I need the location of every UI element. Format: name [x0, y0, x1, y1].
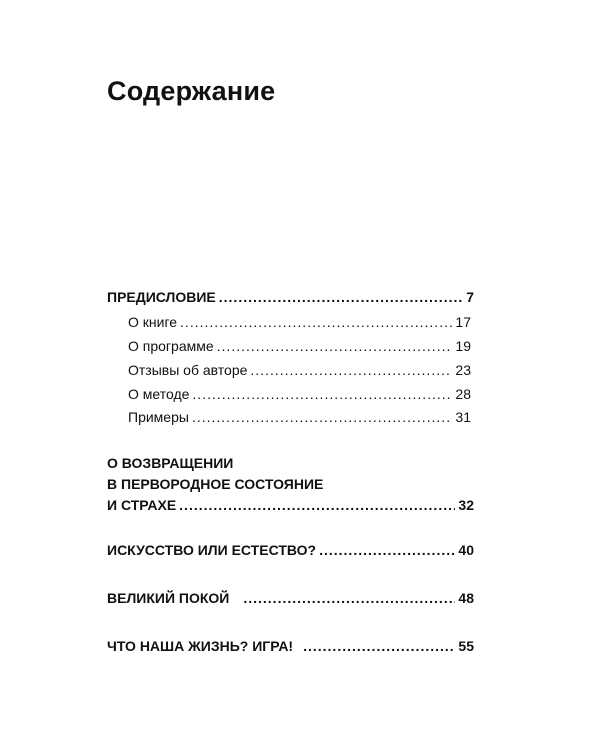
toc-subentry[interactable] [128, 314, 471, 330]
dot-leader [179, 495, 455, 516]
dot-leader [180, 314, 452, 330]
toc-subentry-label: О методе [128, 386, 190, 402]
dot-leader [250, 362, 452, 378]
toc-subentry[interactable] [128, 362, 471, 378]
dot-leader [192, 386, 452, 402]
toc-page-number: 19 [455, 338, 471, 354]
toc-subentry-label: О книге [128, 314, 178, 330]
toc-entry-label: ИСКУССТВО ИЛИ ЕСТЕСТВО? [107, 542, 317, 558]
toc-entry-label-line: И СТРАХЕ [107, 497, 177, 513]
toc-page-number: 40 [458, 542, 474, 558]
dot-leader [319, 542, 455, 558]
dot-leader [219, 289, 463, 305]
toc-page-number: 17 [455, 314, 471, 330]
toc-page-number: 55 [458, 638, 474, 654]
toc-entry-last-line [107, 495, 474, 516]
toc-subentry-label: Отзывы об авторе [128, 362, 248, 378]
toc-entry-return[interactable] [107, 453, 474, 516]
dot-leader [303, 638, 455, 654]
toc-entry-calm[interactable] [107, 590, 474, 606]
dot-leader [243, 590, 455, 606]
toc-entry-label: ПРЕДИСЛОВИЕ [107, 289, 216, 305]
toc-entry-label-line: О ВОЗВРАЩЕНИИ [107, 455, 234, 471]
page-title: Содержание [107, 76, 276, 106]
toc-page-number: 32 [458, 497, 474, 513]
toc-entry-label: ЧТО НАША ЖИЗНЬ? ИГРА! [107, 638, 294, 654]
toc-page-number: 23 [455, 362, 471, 378]
toc-page-number: 28 [455, 386, 471, 402]
toc-subentry[interactable] [128, 338, 471, 354]
toc-page-number: 31 [455, 409, 471, 425]
toc-entry-label-line: В ПЕРВОРОДНОЕ СОСТОЯНИЕ [107, 476, 324, 492]
toc-entry-life[interactable] [107, 638, 474, 654]
toc-page-number: 7 [466, 289, 474, 305]
toc-entry-art[interactable] [107, 542, 474, 558]
toc-subentry-label: О программе [128, 338, 214, 354]
toc-entry-preface[interactable] [107, 289, 474, 305]
toc-subentry[interactable] [128, 386, 471, 402]
toc-subentry-label: Примеры [128, 409, 189, 425]
toc-page-number: 48 [458, 590, 474, 606]
dot-leader [217, 338, 453, 354]
dot-leader [192, 409, 452, 425]
toc-subentry[interactable] [128, 409, 471, 425]
toc-entry-label: ВЕЛИКИЙ ПОКОЙ [107, 590, 230, 606]
